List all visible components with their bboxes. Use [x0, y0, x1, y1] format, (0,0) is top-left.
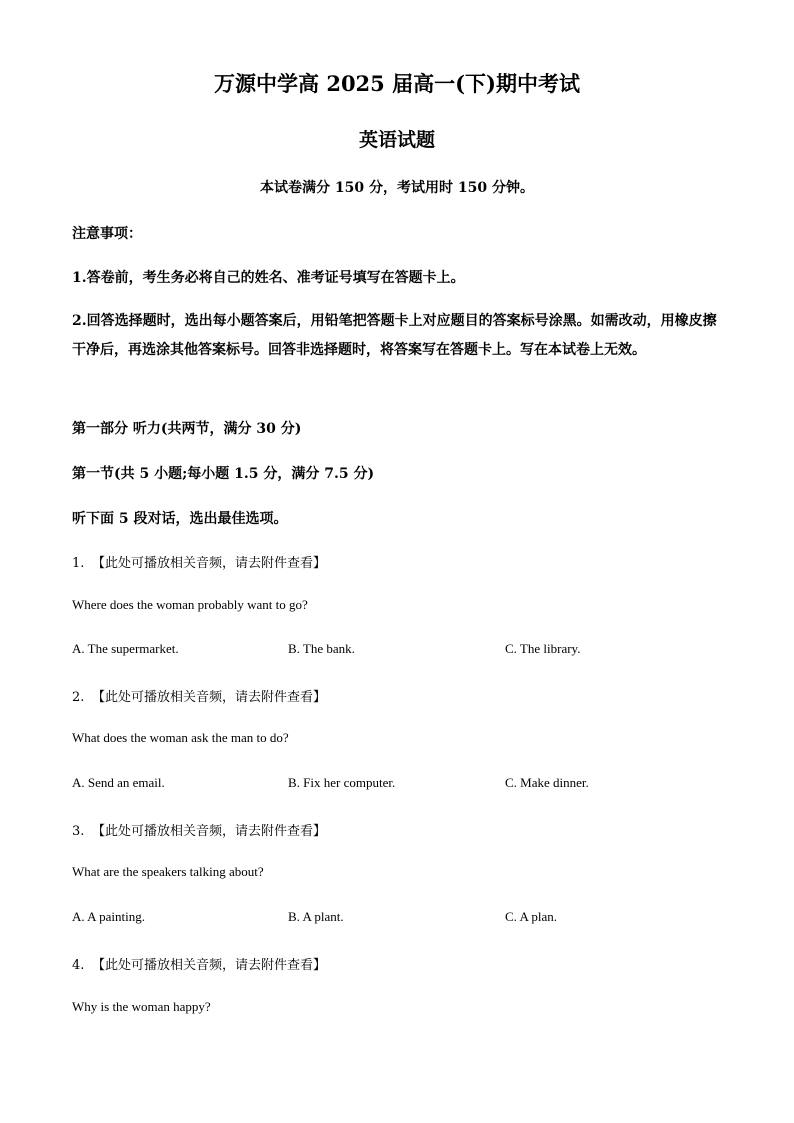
question-3-option-c: C. A plan.: [505, 909, 558, 924]
question-1-option-c: C. The library.: [505, 641, 581, 656]
question-number: 2.: [72, 690, 85, 705]
question-number: 1.: [72, 556, 85, 571]
question-3-text: What are the speakers talking about?: [72, 864, 264, 879]
audio-note: 【此处可播放相关音频，请去附件查看】: [92, 556, 327, 571]
question-4-text: Why is the woman happy?: [72, 999, 211, 1014]
question-2-option-a: A. Send an email.: [72, 775, 165, 790]
exam-info: 本试卷满分 150 分，考试用时 150 分钟。: [260, 180, 534, 196]
question-3-option-a: A. A painting.: [72, 909, 145, 924]
notes-item-1: 1.答卷前，考生务必将自己的姓名、准考证号填写在答题卡上。: [72, 270, 465, 286]
question-2-option-c: C. Make dinner.: [505, 775, 589, 790]
question-2-audio: [72, 686, 326, 705]
question-number: 3.: [72, 824, 85, 839]
section-sub-heading: 第一节(共 5 小题;每小题 1.5 分，满分 7.5 分): [72, 466, 375, 482]
audio-note: 【此处可播放相关音频，请去附件查看】: [92, 824, 327, 839]
question-1-option-b: B. The bank.: [288, 641, 355, 656]
question-3-option-b: B. A plant.: [288, 909, 344, 924]
question-1-audio: [72, 552, 326, 571]
exam-subtitle: 英语试题: [358, 129, 435, 151]
question-2-option-b: B. Fix her computer.: [288, 775, 396, 790]
question-4-audio: [72, 954, 326, 973]
audio-note: 【此处可播放相关音频，请去附件查看】: [92, 690, 327, 705]
question-3-audio: [72, 820, 326, 839]
notes-item-2: 2.回答选择题时，选出每小题答案后，用铅笔把答题卡上对应题目的答案标号涂黑。如需改动，用橡皮擦干净后，再选涂其他答案标号。回答非选择题时，将答案写在答题卡上。写在本试卷上无效。: [72, 313, 717, 358]
section-part-heading: 第一部分 听力(共两节，满分 30 分): [72, 421, 302, 437]
exam-title: 万源中学高 2025 届高一(下)期中考试: [214, 71, 580, 96]
question-number: 4.: [72, 958, 85, 973]
question-2-text: What does the woman ask the man to do?: [72, 730, 289, 745]
question-1-text: Where does the woman probably want to go?: [72, 597, 308, 612]
notes-heading: 注意事项：: [72, 226, 142, 242]
audio-note: 【此处可播放相关音频，请去附件查看】: [92, 958, 327, 973]
section-instruction: 听下面 5 段对话，选出最佳选项。: [72, 511, 288, 527]
question-1-option-a: A. The supermarket.: [72, 641, 179, 656]
